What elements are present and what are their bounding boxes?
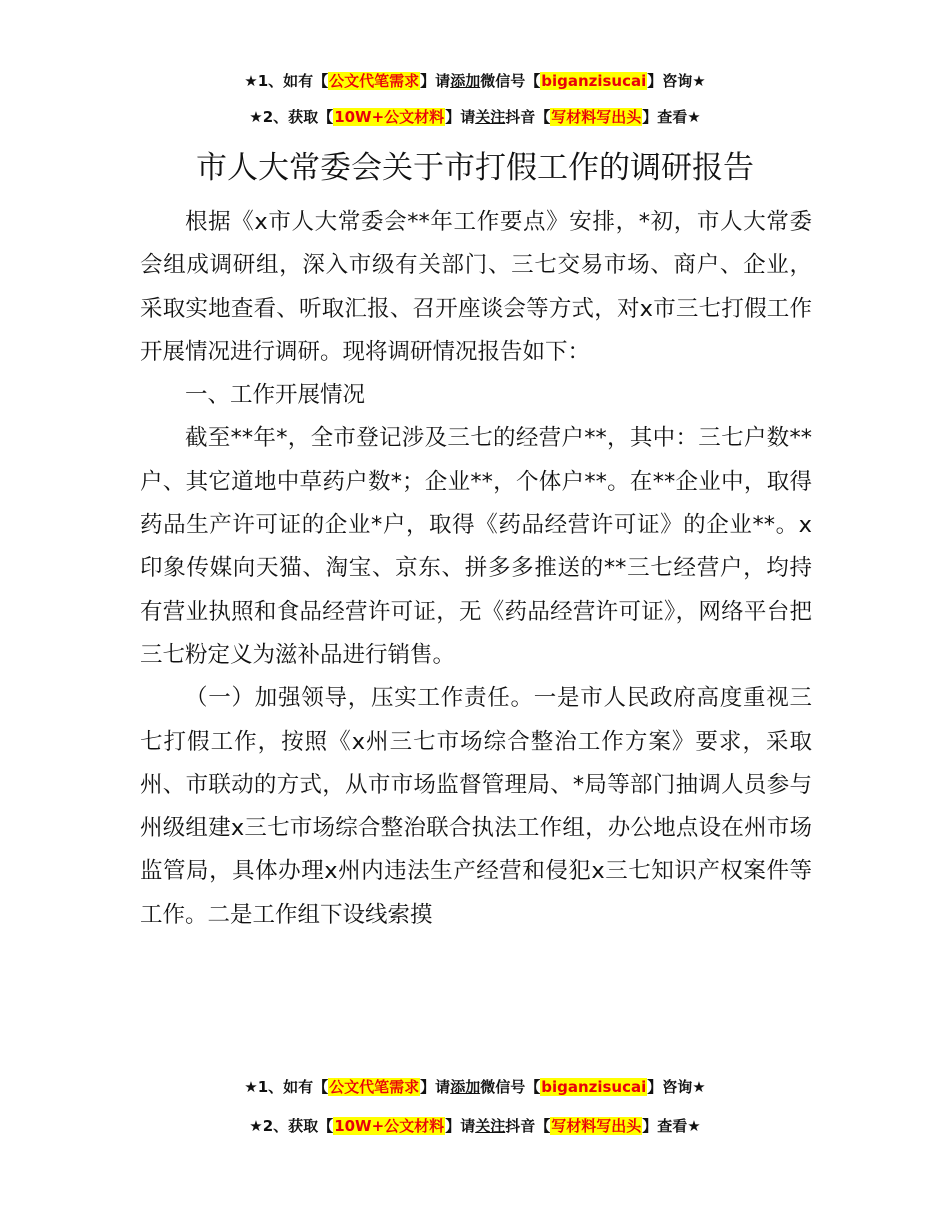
body-paragraph: 根据《x市人大常委会**年工作要点》安排，*初，市人大常委会组成调研组，深入市级有关部门、三七交易市场、商户、企业，采取实地查看、听取汇报、召开座谈会等方式，对x市三七打假工作开展情况进行调研。现将调研情况报告如下： <box>140 209 812 365</box>
promo-underlined: 关注 <box>475 108 506 126</box>
promo-line-wechat <box>0 70 950 92</box>
promo-text: 】咨询★ <box>647 1078 706 1096</box>
promo-text: 】请 <box>420 1078 451 1096</box>
body-paragraph: 截至**年*，全市登记涉及三七的经营户**，其中：三七户数**户、其它道地中草药户数*；企业**，个体户**。在**企业中，取得药品生产许可证的企业*户，取得《药品经营许可证》的企业**。x印象传媒向天猫、淘宝、京东、拼多多推送的**三七经营户，均持有营业执照和食品经营许可证，无《药品经营许可证》，网络平台把三七粉定义为滋补品进行销售。 <box>140 425 812 668</box>
promo-underlined: 关注 <box>475 1117 506 1135</box>
promo-highlight-wechat-id: biganzisucai <box>541 72 647 90</box>
promo-text: 微信号【 <box>480 1078 541 1096</box>
promo-text: 】查看★ <box>642 1117 701 1135</box>
promo-line-wechat-footer <box>0 1076 950 1098</box>
promo-text: ★1、如有【 <box>244 1078 329 1096</box>
promo-line-douyin-footer <box>0 1115 950 1137</box>
promo-text: 微信号【 <box>480 72 541 90</box>
promo-line-douyin <box>0 106 950 128</box>
promo-text: 】请 <box>420 72 451 90</box>
promo-text: 】请 <box>445 108 476 126</box>
promo-highlight: 公文代笔需求 <box>329 72 420 90</box>
promo-underlined: 添加 <box>450 1078 481 1096</box>
promo-text: 】咨询★ <box>647 72 706 90</box>
body-paragraph: （一）加强领导，压实工作责任。一是市人民政府高度重视三七打假工作，按照《x州三七市场综合整治工作方案》要求，采取州、市联动的方式，从市市场监督管理局、*局等部门抽调人员参与州级组建x三七市场综合整治联合执法工作组，办公地点设在州市场监管局，具体办理x州内违法生产经营和侵犯x三七知识产权案件等工作。二是工作组下设线索摸 <box>140 685 812 928</box>
promo-text: 】查看★ <box>642 108 701 126</box>
promo-highlight: 10W+公文材料 <box>334 108 445 126</box>
promo-highlight-douyin-name: 写材料写出头 <box>551 1117 642 1135</box>
promo-highlight: 公文代笔需求 <box>329 1078 420 1096</box>
document-title: 市人大常委会关于市打假工作的调研报告 <box>196 150 754 186</box>
promo-text: ★1、如有【 <box>244 72 329 90</box>
promo-text: ★2、获取【 <box>249 108 334 126</box>
promo-text: 抖音【 <box>505 1117 551 1135</box>
promo-underlined: 添加 <box>450 72 481 90</box>
promo-text: 】请 <box>445 1117 476 1135</box>
promo-highlight-wechat-id: biganzisucai <box>541 1078 647 1096</box>
promo-highlight: 10W+公文材料 <box>334 1117 445 1135</box>
promo-text: ★2、获取【 <box>249 1117 334 1135</box>
promo-text: 抖音【 <box>505 108 551 126</box>
promo-highlight-douyin-name: 写材料写出头 <box>551 108 642 126</box>
document-body <box>140 201 812 937</box>
section-heading: 一、工作开展情况 <box>185 382 366 409</box>
